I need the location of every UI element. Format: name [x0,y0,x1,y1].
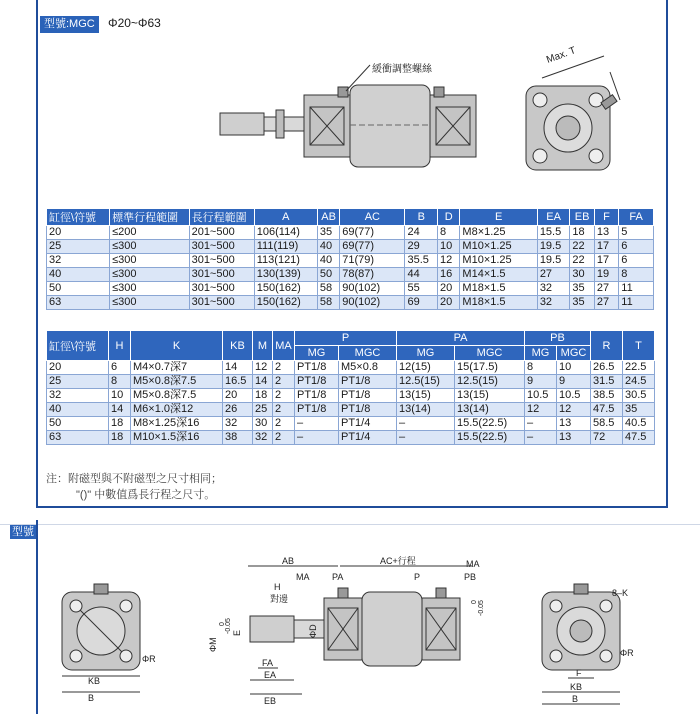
table-cell: 47.5 [591,403,623,417]
table-cell: M5×0.8深7.5 [131,375,223,389]
table-cell: 38 [223,431,253,445]
ma-tol-bottom: -0.05 [478,600,485,616]
table-cell: 9 [525,375,557,389]
table-cell: M10×1.5深16 [131,431,223,445]
table-cell: 40 [47,403,109,417]
table-1-header-cell: F [594,209,618,226]
pb-label: PB [464,572,477,582]
table-cell: – [397,417,455,431]
table-cell: 32 [223,417,253,431]
table-cell: 12 [557,403,591,417]
front-flange-view [52,580,162,705]
rod-end-nut [220,113,264,135]
table-cell: 25 [47,375,109,389]
table-cell: ≤200 [110,226,189,240]
b-label-right: B [572,694,579,704]
table-cell: 20 [47,361,109,375]
table-2-header-cell: M [253,331,273,361]
table-cell: 12(15) [397,361,455,375]
max-t-callout: Max. T [545,45,578,66]
table-cell: 12 [253,361,273,375]
table-row [47,375,655,389]
table-cell: 58.5 [591,417,623,431]
table-cell: M18×1.5 [460,282,537,296]
fa-label: FA [262,658,274,668]
table-cell: – [295,417,339,431]
table-cell: 32 [47,254,110,268]
table-1-header-cell: 標準行程範圍 [110,209,189,226]
table-cell: 90(102) [340,282,405,296]
table-cell: 150(162) [254,296,317,310]
table-cell: 32 [537,282,570,296]
table-cell: 130(139) [254,268,317,282]
table-row [47,226,654,240]
dimension-table-2 [46,330,655,445]
f-label: F [576,668,582,678]
table-1-header-cell: E [460,209,537,226]
table-cell: 13(14) [397,403,455,417]
table-cell: PT1/8 [339,389,397,403]
table-cell: 31.5 [591,375,623,389]
table-cell: 111(119) [254,240,317,254]
table-cell: 50 [47,417,109,431]
table-cell: 17 [594,240,618,254]
table-cell: 16 [438,268,460,282]
table-cell: 27 [594,282,618,296]
table-cell: 2 [273,389,295,403]
table-cell: 15.5 [537,226,570,240]
table-1-header-cell: 長行程範圍 [189,209,254,226]
table-cell: 13 [557,431,591,445]
table-cell: 24.5 [623,375,655,389]
table-2-subheader-cell: MG [397,346,455,361]
table-1-header-cell: EB [570,209,594,226]
table-row [47,268,654,282]
note-line-1: 注：附磁型與不附磁型之尺寸相同； [46,473,222,485]
b-label-left: B [88,693,95,703]
r-label-left: ΦR [142,654,156,664]
table-cell: 40.5 [623,417,655,431]
table-cell: 301~500 [189,254,254,268]
cylinder-barrel [350,85,430,167]
table-cell: 11 [619,282,654,296]
table-cell: 63 [47,431,109,445]
kb-label-right: KB [570,682,583,692]
table-cell: 30 [570,268,594,282]
table-cell: M14×1.5 [460,268,537,282]
table-cell: 8 [619,268,654,282]
table-row [47,296,654,310]
table-cell: 22.5 [623,361,655,375]
pa-label: PA [332,572,344,582]
cylinder-side-view [210,55,490,185]
table-cell: 35 [570,296,594,310]
wrench-label: 對邊 [270,594,289,604]
table-1-header-cell: AC [340,209,405,226]
table-cell: – [525,431,557,445]
table-row [47,254,654,268]
table-cell: M8×1.25深16 [131,417,223,431]
table-1-header-cell: B [405,209,438,226]
table-cell: 6 [619,254,654,268]
table-2-subheader-cell: MG [295,346,339,361]
table-cell: 72 [591,431,623,445]
table-cell: 19 [594,268,618,282]
table-cell: 10 [557,361,591,375]
ea-label: EA [264,670,277,680]
model-label: 型號:MGC [40,16,99,33]
table-2-subheader-cell: MG [525,346,557,361]
table-cell: 13(15) [397,389,455,403]
table-cell: 27 [537,268,570,282]
ma-left-label: MA [296,572,310,582]
table-cell: 2 [273,361,295,375]
table-cell: 69 [405,296,438,310]
table-cell: M4×0.7深7 [131,361,223,375]
table-cell: 35 [623,403,655,417]
table-cell: M5×0.8深7.5 [131,389,223,403]
table-cell: 8 [438,226,460,240]
table-cell: 90(102) [340,296,405,310]
table-cell: 14 [253,375,273,389]
table-cell: 14 [223,361,253,375]
table-cell: 6 [619,240,654,254]
table-1-header-cell: A [254,209,317,226]
table-cell: 40 [317,254,339,268]
table-cell: 6 [109,361,131,375]
table-cell: 301~500 [189,268,254,282]
table-cell: 78(87) [340,268,405,282]
table-cell: 63 [47,296,110,310]
table-cell: ≤300 [110,254,189,268]
e-label: E [232,629,242,636]
table-cell: 10.5 [557,389,591,403]
bore-range: Φ20~Φ63 [108,16,161,30]
table-cell: 10 [438,240,460,254]
table-cell: 20 [438,296,460,310]
table-1-header-cell: 缸徑\符號 [47,209,110,226]
table-2-header-cell: K [131,331,223,361]
table-cell: PT1/4 [339,431,397,445]
table-cell: 15(17.5) [455,361,525,375]
eight-k-label: 8–K [612,588,629,598]
p-label: P [414,572,421,582]
table-cell: 2 [273,431,295,445]
table-cell: 113(121) [254,254,317,268]
table-2-header-cell: H [109,331,131,361]
r-label-right: ΦR [620,648,634,658]
eb-label: EB [264,696,277,706]
rod-collar [276,110,284,138]
ma-tol-top: 0 [471,600,478,604]
table-cell: 26.5 [591,361,623,375]
table-cell: 19.5 [537,254,570,268]
table-cell: 40 [317,240,339,254]
table-cell: PT1/8 [295,403,339,417]
table-row [47,403,655,417]
table-2-header-cell: T [623,331,655,361]
table-cell: ≤300 [110,268,189,282]
table-cell: 301~500 [189,282,254,296]
table-cell: M6×1.0深12 [131,403,223,417]
table-cell: 18 [253,389,273,403]
rear-port [434,87,444,97]
table-cell: 35 [570,282,594,296]
table-cell: 13 [594,226,618,240]
table-cell: 71(79) [340,254,405,268]
table-cell: 8 [525,361,557,375]
table-cell: 20 [223,389,253,403]
table-cell: 14 [109,403,131,417]
table-cell: 9 [557,375,591,389]
table-2-header-cell: 缸徑\符號 [47,331,109,361]
table-cell: PT1/8 [295,389,339,403]
table-1-header-cell: D [438,209,460,226]
table-cell: M10×1.25 [460,240,537,254]
table-cell: PT1/4 [339,417,397,431]
front-port [338,87,348,97]
table-cell: 24 [405,226,438,240]
table-1-header [47,209,654,226]
table-cell: 30.5 [623,389,655,403]
table-row [47,240,654,254]
table-cell: 18 [109,431,131,445]
table-cell: M8×1.25 [460,226,537,240]
table-cell: 50 [317,268,339,282]
table-1-body [47,226,654,310]
table-2-header-cell: R [591,331,623,361]
table-cell: 25 [47,240,110,254]
table-cell: 11 [619,296,654,310]
table-cell: 13 [557,417,591,431]
table-2-body [47,361,655,445]
table-cell: 20 [438,282,460,296]
table-cell: PT1/8 [295,361,339,375]
table-cell: ≤300 [110,296,189,310]
table-cell: 26 [223,403,253,417]
ma-right-label: MA [466,559,480,569]
table-2-header-cell: MA [273,331,295,361]
table-cell: PT1/8 [339,403,397,417]
ac-stroke-label: AC+行程 [380,556,416,566]
table-cell: 32 [47,389,109,403]
table-cell: 201~500 [189,226,254,240]
table-cell: 12 [438,254,460,268]
table-cell: 15.5(22.5) [455,431,525,445]
bottom-model-label: 型號 [12,526,34,538]
table-cell: 16.5 [223,375,253,389]
table-cell: 10 [109,389,131,403]
kb-label-left: KB [88,676,101,686]
table-cell: – [295,431,339,445]
table-cell: 150(162) [254,282,317,296]
table-cell: – [525,417,557,431]
table-cell: 2 [273,417,295,431]
table-cell: M5×0.8 [339,361,397,375]
table-cell: 29 [405,240,438,254]
phi-m-label: ΦM [208,637,218,652]
table-cell: 8 [109,375,131,389]
table-cell: 55 [405,282,438,296]
table-cell: 2 [273,375,295,389]
table-cell: 22 [570,254,594,268]
table-cell: – [397,431,455,445]
table-cell: 13(15) [455,389,525,403]
cushion-screw-callout: 緩衝調整螺絲 [372,64,432,75]
table-cell: 58 [317,296,339,310]
table-row [47,361,655,375]
table-cell: 12.5(15) [455,375,525,389]
table-cell: 69(77) [340,226,405,240]
table-cell: 58 [317,282,339,296]
table-cell: ≤300 [110,240,189,254]
table-cell: 22 [570,240,594,254]
table-cell: 30 [253,417,273,431]
table-2-header-cell: P [295,331,397,346]
table-row [47,389,655,403]
table-1-header-cell: EA [537,209,570,226]
table-cell: PT1/8 [295,375,339,389]
table-2-subheader-cell: MGC [455,346,525,361]
table-cell: 5 [619,226,654,240]
table-cell: 12.5(15) [397,375,455,389]
table-1-header-cell: AB [317,209,339,226]
table-cell: M10×1.25 [460,254,537,268]
note-line-2: "()" 中數值爲長行程之尺寸。 [76,489,216,501]
table-2-header-cell: PA [397,331,525,346]
table-cell: M18×1.5 [460,296,537,310]
ab-label: AB [282,556,295,566]
table-cell: ≤300 [110,282,189,296]
table-cell: 12 [525,403,557,417]
table-cell: 301~500 [189,240,254,254]
table-cell: 19.5 [537,240,570,254]
table-2-header-cell: KB [223,331,253,361]
table-row [47,417,655,431]
table-1-header-cell: FA [619,209,654,226]
table-cell: 13(14) [455,403,525,417]
table-cell: 15.5(22.5) [455,417,525,431]
table-cell: 25 [253,403,273,417]
tol-bottom-label: -0.05 [225,618,232,634]
table-cell: 10.5 [525,389,557,403]
table-2-header-top [47,331,655,346]
table-2-subheader-cell: MGC [339,346,397,361]
table-cell: 106(114) [254,226,317,240]
table-cell: 18 [570,226,594,240]
table-row [47,282,654,296]
table-cell: 47.5 [623,431,655,445]
dimension-side-view [200,556,500,714]
table-cell: 40 [47,268,110,282]
dimension-table-1 [46,208,654,310]
table-cell: 32 [537,296,570,310]
rear-flange-view [528,580,648,710]
table-cell: 2 [273,403,295,417]
table-cell: 32 [253,431,273,445]
table-cell: 38.5 [591,389,623,403]
table-cell: 20 [47,226,110,240]
table-cell: 301~500 [189,296,254,310]
h-label: H [274,582,281,592]
table-cell: PT1/8 [339,375,397,389]
table-cell: 35 [317,226,339,240]
table-cell: 69(77) [340,240,405,254]
phi-d-label: ΦD [308,624,318,638]
table-cell: 18 [109,417,131,431]
tol-top-label: 0 [219,622,226,626]
table-cell: 44 [405,268,438,282]
table-cell: 17 [594,254,618,268]
cylinder-end-view [512,52,632,192]
table-row [47,431,655,445]
table-cell: 50 [47,282,110,296]
table-cell: 27 [594,296,618,310]
table-2-subheader-cell: MGC [557,346,591,361]
table-2-header-cell: PB [525,331,591,346]
table-cell: 35.5 [405,254,438,268]
